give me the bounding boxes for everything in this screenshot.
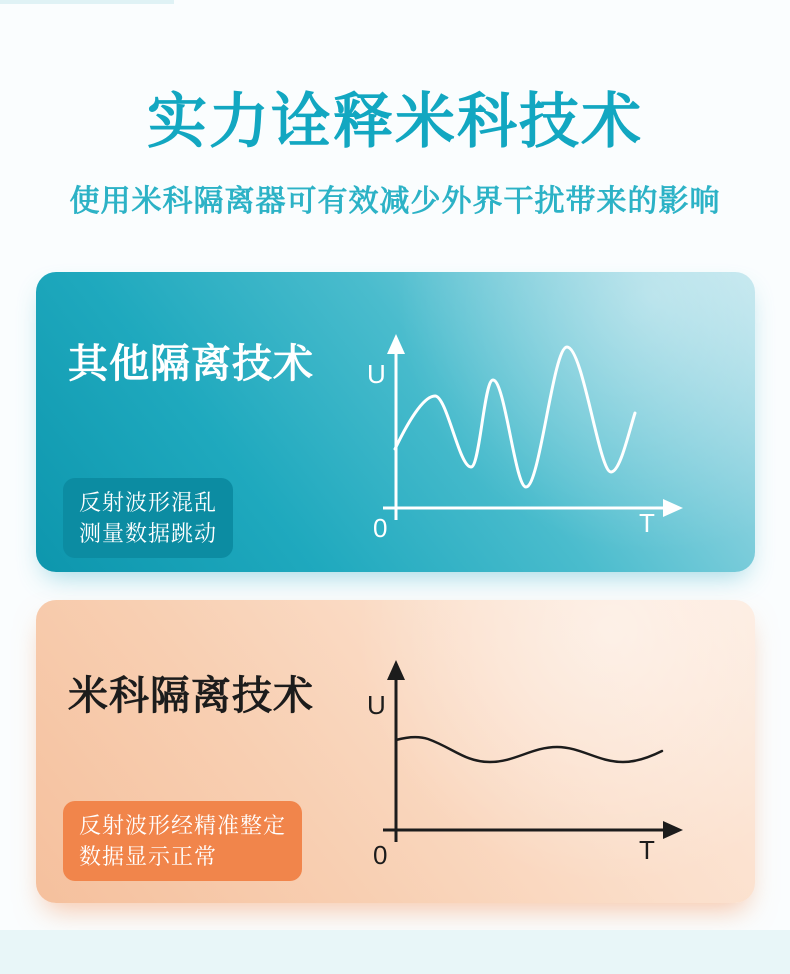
x-axis-label: T [639, 508, 655, 538]
x-axis-label: T [639, 835, 655, 865]
page-title: 实力诠释米科技术 [147, 88, 643, 155]
waveform-line-chaotic [395, 347, 635, 487]
y-axis-label: U [367, 690, 386, 720]
origin-label: 0 [373, 840, 388, 870]
x-axis-arrow-icon [663, 821, 683, 839]
bottom-edge-strip [0, 930, 790, 974]
card-other-isolation [36, 272, 755, 572]
card-other-badge [63, 478, 233, 558]
y-axis-arrow-icon [387, 334, 405, 354]
badge-line-2: 测量数据跳动 [79, 521, 218, 546]
badge-line-2: 数据显示正常 [79, 844, 218, 869]
top-edge-strip [0, 0, 174, 4]
card-miko-badge [63, 801, 302, 881]
y-axis-arrow-icon [387, 660, 405, 680]
waveform-chart-chaotic [365, 328, 685, 548]
card-miko-isolation [36, 600, 755, 903]
waveform-chart-stable [365, 652, 685, 872]
waveform-line-smooth [396, 737, 662, 762]
origin-label: 0 [373, 513, 388, 543]
page-subtitle: 使用米科隔离器可有效减少外界干扰带来的影响 [69, 185, 721, 218]
card-other-title: 其他隔离技术 [68, 342, 314, 386]
card-miko-title: 米科隔离技术 [68, 674, 314, 718]
x-axis-arrow-icon [663, 499, 683, 517]
badge-line-1: 反射波形混乱 [79, 490, 218, 515]
badge-line-1: 反射波形经精准整定 [79, 813, 287, 838]
y-axis-label: U [367, 359, 386, 389]
